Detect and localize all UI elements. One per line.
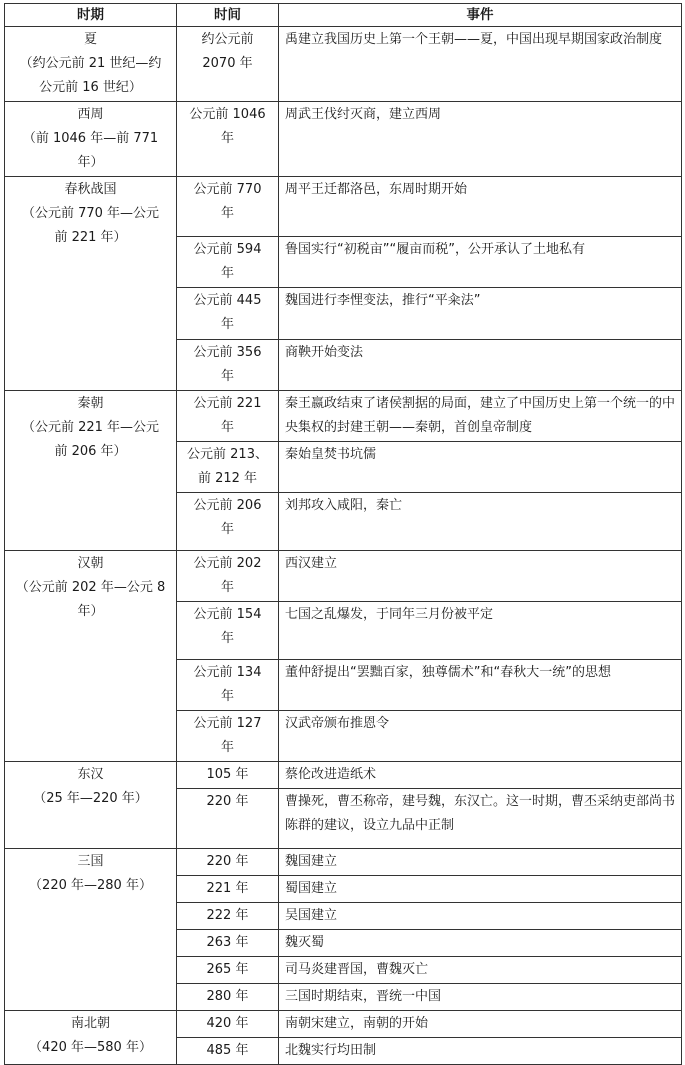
time-cell — [177, 602, 279, 660]
event-cell: 吴国建立 — [279, 903, 682, 930]
time-text: 公元前 770 — [193, 182, 262, 197]
period-text: 前 221 年） — [54, 230, 127, 245]
time-text: 公元前 445 — [193, 293, 262, 308]
period-text: 东汉 — [77, 767, 104, 782]
time-cell — [177, 340, 279, 391]
time-text: 年 — [220, 420, 234, 435]
time-text: 221 年 — [206, 881, 249, 896]
time-text: 420 年 — [206, 1016, 249, 1031]
period-text: （公元前 202 年—公元 8 — [15, 580, 166, 595]
time-text: 年 — [220, 631, 234, 646]
event-cell: 董仲舒提出“罢黜百家，独尊儒术”和“春秋大一统”的思想 — [279, 660, 682, 711]
time-text: 公元前 202 — [193, 556, 262, 571]
period-text: 年） — [77, 155, 104, 170]
period-text: （约公元前 21 世纪—约 — [19, 56, 162, 71]
time-text: 485 年 — [206, 1043, 249, 1058]
event-cell: 蔡伦改进造纸术 — [279, 762, 682, 789]
time-cell — [177, 903, 279, 930]
time-cell — [177, 102, 279, 177]
event-cell: 魏国进行李悝变法，推行“平籴法” — [279, 288, 682, 340]
time-text: 年 — [220, 580, 234, 595]
period-text: 前 206 年） — [54, 444, 127, 459]
period-text: 三国 — [77, 854, 104, 869]
event-cell: 七国之乱爆发，于同年三月份被平定 — [279, 602, 682, 660]
time-cell — [177, 288, 279, 340]
time-cell — [177, 930, 279, 957]
time-text: 公元前 127 — [193, 716, 262, 731]
period-cell — [5, 177, 177, 391]
event-cell: 魏国建立 — [279, 849, 682, 876]
time-text: 年 — [220, 206, 234, 221]
time-text: 公元前 134 — [193, 665, 262, 680]
time-text: 年 — [220, 740, 234, 755]
time-text: 年 — [220, 266, 234, 281]
period-text: 年） — [77, 604, 104, 619]
time-text: 公元前 356 — [193, 345, 262, 360]
time-text: 年 — [220, 369, 234, 384]
time-text: 220 年 — [206, 794, 249, 809]
time-cell — [177, 711, 279, 762]
time-text: 年 — [220, 317, 234, 332]
time-text: 年 — [220, 689, 234, 704]
time-text: 220 年 — [206, 854, 249, 869]
time-cell — [177, 442, 279, 493]
period-text: 秦朝 — [77, 396, 104, 411]
time-cell — [177, 789, 279, 849]
time-cell — [177, 493, 279, 551]
time-text: 公元前 206 — [193, 498, 262, 513]
time-text: 约公元前 — [201, 32, 254, 47]
period-text: 夏 — [83, 32, 97, 47]
event-cell: 鲁国实行“初税亩”“履亩而税”，公开承认了土地私有 — [279, 237, 682, 288]
event-cell: 曹操死，曹丕称帝，建号魏，东汉亡。这一时期，曹丕采纳吏部尚书陈群的建议，设立九品中正制 — [279, 789, 682, 849]
event-cell: 周平王迁都洛邑，东周时期开始 — [279, 177, 682, 237]
time-text: 公元前 1046 — [189, 107, 266, 122]
table-body — [5, 27, 682, 1065]
event-cell: 南朝宋建立，南朝的开始 — [279, 1011, 682, 1038]
table-row — [5, 102, 682, 177]
time-text: 265 年 — [206, 962, 249, 977]
header-event: 事件 — [279, 4, 682, 27]
period-cell — [5, 102, 177, 177]
time-text: 2070 年 — [202, 56, 253, 71]
event-cell: 刘邦攻入咸阳，秦亡 — [279, 493, 682, 551]
table-row — [5, 177, 682, 237]
event-cell: 汉武帝颁布推恩令 — [279, 711, 682, 762]
period-cell — [5, 762, 177, 849]
time-cell — [177, 957, 279, 984]
period-text: （公元前 770 年—公元 — [21, 206, 160, 221]
time-text: 年 — [220, 522, 234, 537]
time-cell — [177, 762, 279, 789]
table-row — [5, 551, 682, 602]
period-text: 南北朝 — [70, 1016, 110, 1031]
time-text: 263 年 — [206, 935, 249, 950]
event-cell: 商鞅开始变法 — [279, 340, 682, 391]
period-text: 春秋战国 — [64, 182, 117, 197]
time-text: 公元前 221 — [193, 396, 262, 411]
table-row — [5, 27, 682, 102]
period-text: 汉朝 — [77, 556, 104, 571]
period-text: （25 年—220 年） — [33, 791, 148, 806]
event-cell: 北魏实行均田制 — [279, 1038, 682, 1065]
event-cell: 禹建立我国历史上第一个王朝——夏，中国出现早期国家政治制度 — [279, 27, 682, 102]
time-cell — [177, 1038, 279, 1065]
event-cell: 魏灭蜀 — [279, 930, 682, 957]
time-cell — [177, 1011, 279, 1038]
event-cell: 秦始皇焚书坑儒 — [279, 442, 682, 493]
time-text: 公元前 154 — [193, 607, 262, 622]
time-cell — [177, 391, 279, 442]
time-cell — [177, 27, 279, 102]
time-cell — [177, 177, 279, 237]
table-row — [5, 391, 682, 442]
history-table — [4, 3, 682, 1065]
header-time: 时间 — [177, 4, 279, 27]
period-text: （420 年—580 年） — [29, 1040, 152, 1055]
time-cell — [177, 849, 279, 876]
header-period: 时期 — [5, 4, 177, 27]
period-cell — [5, 391, 177, 551]
period-text: （前 1046 年—前 771 — [22, 131, 159, 146]
time-cell — [177, 660, 279, 711]
time-text: 年 — [220, 131, 234, 146]
time-cell — [177, 876, 279, 903]
time-cell — [177, 237, 279, 288]
event-cell: 周武王伐纣灭商，建立西周 — [279, 102, 682, 177]
time-cell — [177, 984, 279, 1011]
period-cell — [5, 27, 177, 102]
table-row — [5, 849, 682, 876]
period-text: （公元前 221 年—公元 — [21, 420, 160, 435]
period-cell — [5, 551, 177, 762]
table-row — [5, 1011, 682, 1038]
event-cell: 蜀国建立 — [279, 876, 682, 903]
time-text: 公元前 594 — [193, 242, 262, 257]
time-text: 105 年 — [206, 767, 249, 782]
time-cell — [177, 551, 279, 602]
time-text: 前 212 年 — [197, 471, 258, 486]
period-cell — [5, 1011, 177, 1065]
period-text: 西周 — [77, 107, 104, 122]
table-header-row — [5, 4, 682, 27]
table-row — [5, 762, 682, 789]
event-cell: 西汉建立 — [279, 551, 682, 602]
time-text: 280 年 — [206, 989, 249, 1004]
event-cell: 司马炎建晋国，曹魏灭亡 — [279, 957, 682, 984]
time-text: 222 年 — [206, 908, 249, 923]
period-text: （220 年—280 年） — [29, 878, 152, 893]
event-cell: 秦王嬴政结束了诸侯割据的局面，建立了中国历史上第一个统一的中央集权的封建王朝——秦朝，首创皇帝制度 — [279, 391, 682, 442]
event-cell: 三国时期结束，晋统一中国 — [279, 984, 682, 1011]
period-text: 公元前 16 世纪） — [39, 80, 142, 95]
period-cell — [5, 849, 177, 1011]
time-text: 公元前 213、 — [187, 447, 268, 462]
